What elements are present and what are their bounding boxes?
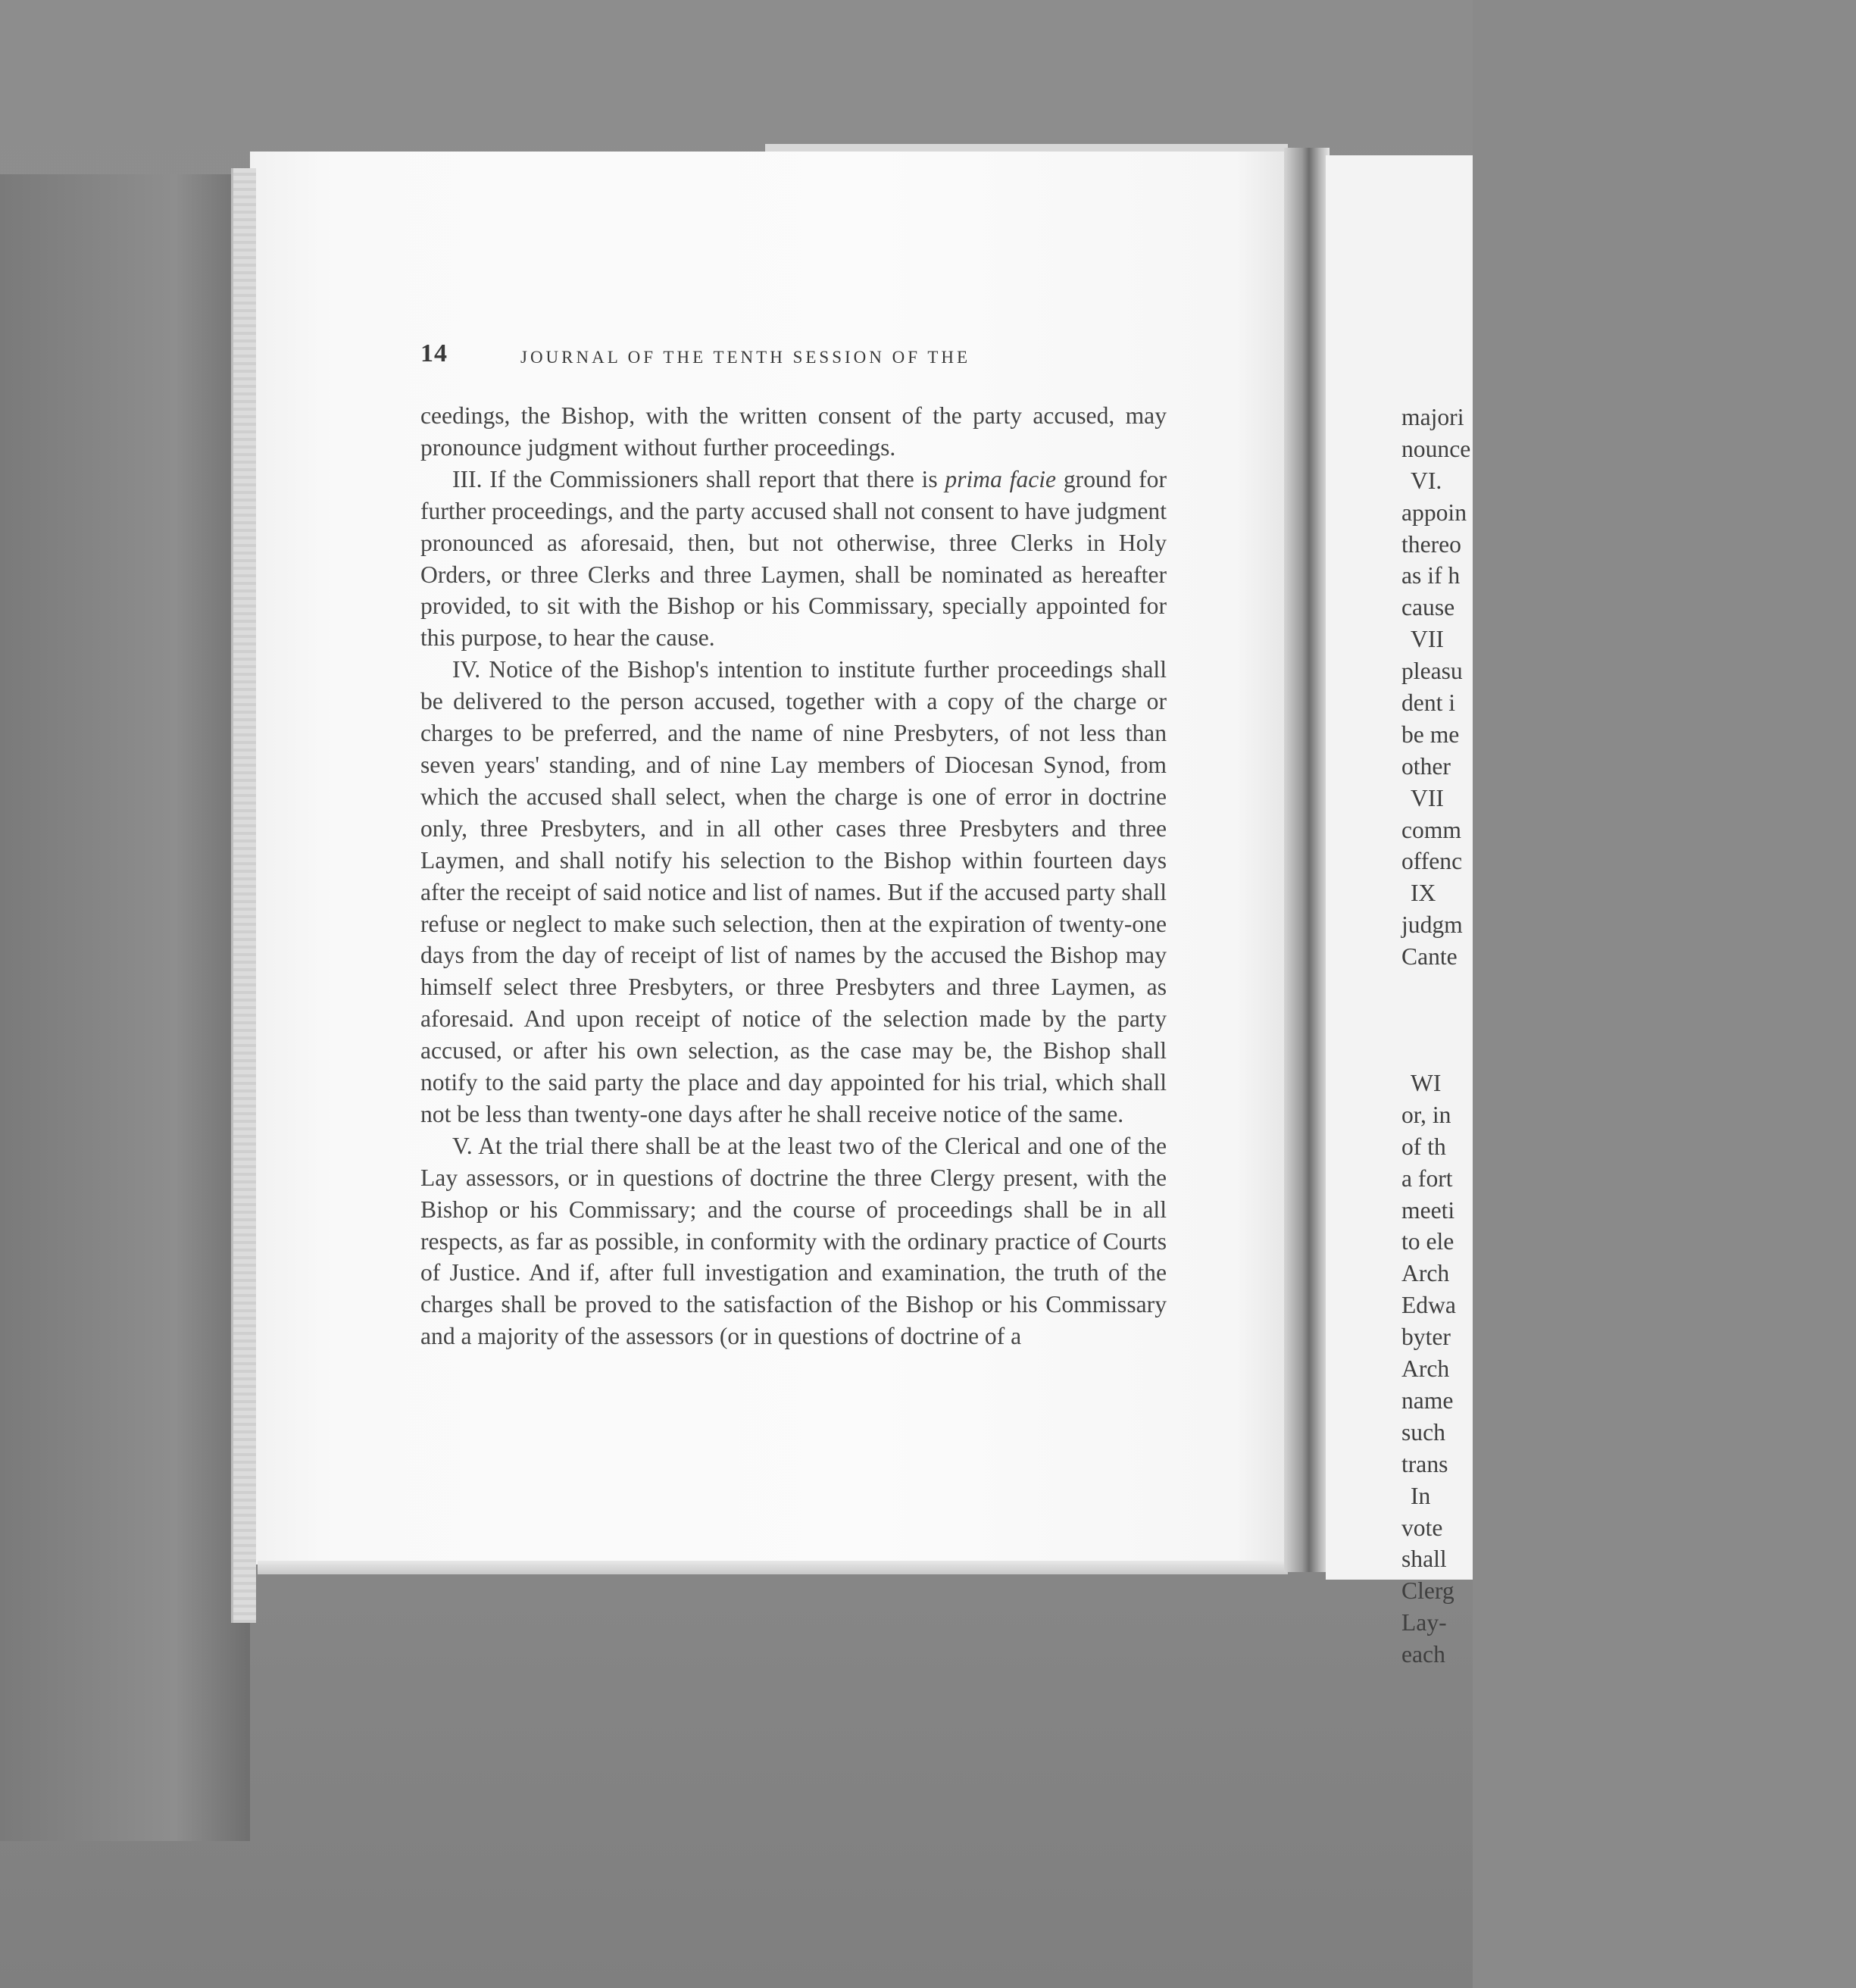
right-line: thereo (1401, 530, 1461, 558)
right-line: comm (1401, 816, 1461, 843)
right-line: Clerg (1401, 1577, 1454, 1605)
right-line: Lay- (1401, 1609, 1447, 1636)
right-line: VII (1411, 626, 1444, 653)
right-line: VII (1411, 784, 1444, 811)
right-line: judgm (1401, 911, 1463, 939)
paragraph-continuation: ceedings, the Bishop, with the written consent of the party accused, may pronounce judgment without further proceedings. (420, 402, 1167, 461)
right-line: Arch (1401, 1355, 1450, 1383)
right-line: Cante (1401, 943, 1458, 971)
page-bottom-edge (258, 1561, 1288, 1574)
right-line: majori (1401, 404, 1464, 430)
right-line: byter (1401, 1324, 1451, 1351)
right-line: appoin (1401, 499, 1467, 526)
italic-phrase: prima facie (945, 465, 1057, 492)
right-line: In (1411, 1482, 1431, 1509)
running-title: JOURNAL OF THE TENTH SESSION OF THE (520, 348, 971, 367)
book-edge-shadow (0, 174, 250, 1841)
right-line: cause (1401, 594, 1455, 621)
right-line: dent i (1401, 689, 1456, 717)
section-iii-text-end: ground for further proceedings, and the party accused shall not consent to have judgment pronounced as aforesaid, then, but not otherwise, three Clerks in Holy Orders, or three Clerks and three Laymen, shall be nominated as hereafter provided, to sit with the Bishop or his Commissary, specially appointed for this purpose, to hear the cause. (420, 465, 1167, 652)
right-line: Arch (1401, 1260, 1450, 1287)
right-page (1326, 155, 1473, 1668)
paragraph-section-v: V. At the trial there shall be at the least two of the Clerical and one of the Lay assessors, or in questions of doctrine the three Clergy present, with the Bishop or his Commissary; and the course of proceedings shall be in all respects, as far as possible, in conformity with the ordinary practice of Courts of Justice. And if, after full investigation and examination, the truth of the charges shall be proved to the satisfaction of the Bishop or his Commissary and a majority of the assessors (or in questions of doctrine of a (420, 1132, 1167, 1350)
right-page-text (1401, 402, 1856, 1671)
right-line: shall (1401, 1546, 1447, 1573)
right-line: WI (1411, 1070, 1442, 1097)
right-line: to ele (1401, 1228, 1454, 1255)
page-stack-edge (231, 168, 256, 1623)
right-line: be me (1401, 720, 1460, 748)
paragraph-section-iii (420, 464, 1167, 654)
right-line: or, in (1401, 1101, 1451, 1128)
section-iii-text-start: III. If the Commissioners shall report that there is (452, 465, 945, 492)
paragraph-section-iv: IV. Notice of the Bishop's intention to institute further proceedings shall be delivered to the person accused, together with a copy of the charge or charges to be preferred, and the name of nine Presbyters, of not less than seven years' standing, and of nine Lay members of Diocesan Synod, from which the accused shall select, when the charge is one of error in doctrine only, three Presbyters, and in all other cases three Presbyters and three Laymen, and shall notify his selection to the Bishop within fourteen days after the receipt of said notice and list of names. But if the accused party shall refuse or neglect to make such selection, then at the expiration of twenty-one days from the day of receipt of list of names by the accused the Bishop may himself select three Presbyters, or three Presbyters and three Laymen, as aforesaid. And upon receipt of notice of the selection made by the party accused, or after his own selection, as the case may be, the Bishop shall notify to the said party the place and day appointed for his trial, which shall not be less than twenty-one days after he shall receive notice of the same. (420, 656, 1167, 1127)
right-line: meeti (1401, 1196, 1455, 1224)
right-line: offenc (1401, 848, 1463, 875)
right-line: VI. (1411, 467, 1442, 494)
right-line: each (1401, 1641, 1445, 1668)
right-line: of th (1401, 1133, 1446, 1160)
page-number: 14 (420, 339, 448, 367)
right-line: IX (1411, 880, 1436, 907)
right-line: other (1401, 752, 1451, 780)
right-line: trans (1401, 1450, 1448, 1477)
book-gutter (1284, 148, 1330, 1572)
running-head (420, 339, 1178, 377)
right-line: pleasu (1401, 658, 1463, 685)
page-body-text (420, 400, 1167, 1352)
right-line: name (1401, 1386, 1454, 1414)
right-line: vote (1401, 1514, 1443, 1541)
right-line: a fort (1401, 1164, 1453, 1192)
right-line: nounce (1401, 435, 1471, 462)
right-line: Edwa (1401, 1292, 1456, 1319)
right-line: as if h (1401, 562, 1461, 589)
right-line: such (1401, 1418, 1445, 1446)
